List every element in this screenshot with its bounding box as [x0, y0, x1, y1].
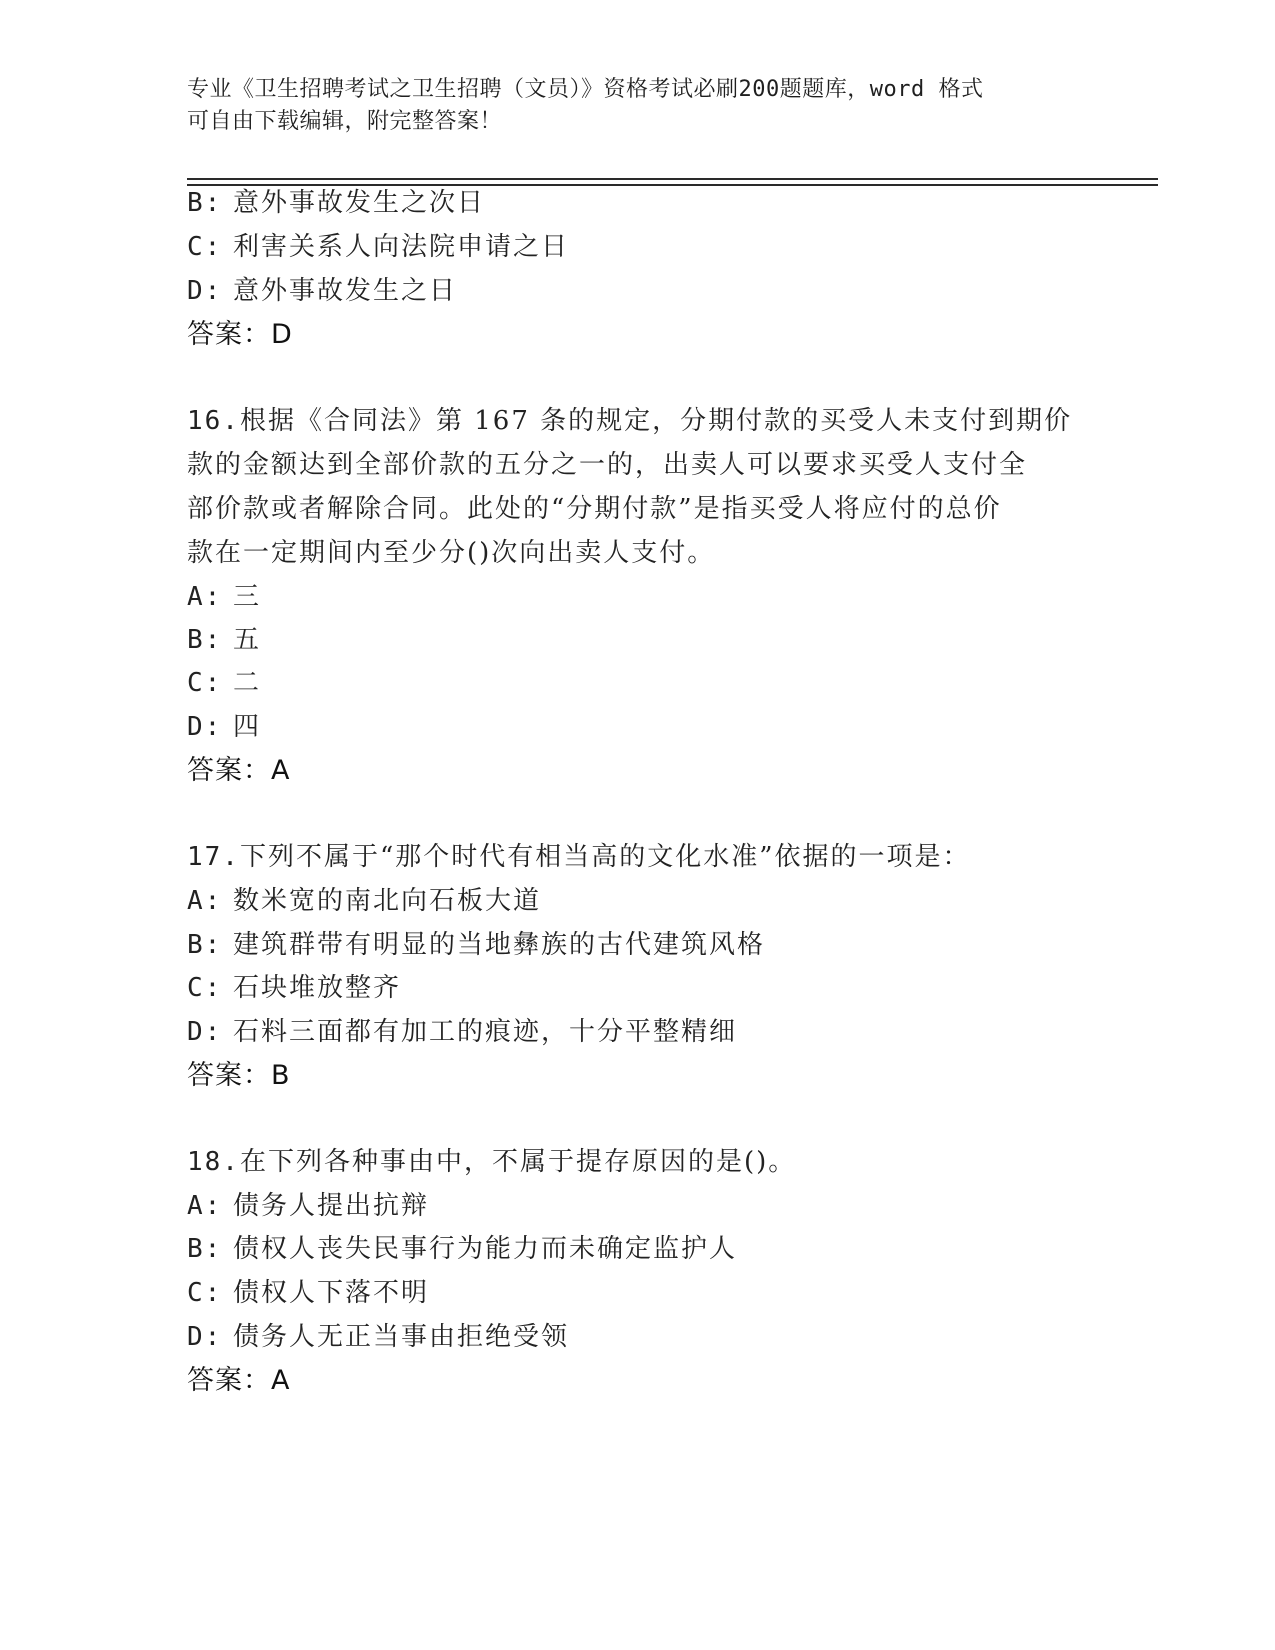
option-label: C:	[187, 973, 223, 1003]
option-text: 数米宽的南北向石板大道	[233, 886, 542, 916]
q16-option-a	[187, 574, 261, 620]
q18-option-c	[187, 1270, 429, 1316]
q18-answer: 答案：A	[187, 1365, 291, 1396]
option-label: A:	[187, 582, 223, 612]
q15-answer: 答案：D	[187, 319, 293, 350]
option-text: 债权人下落不明	[233, 1278, 430, 1308]
option-label: A:	[187, 886, 223, 916]
q18-option-d	[187, 1314, 569, 1360]
q16-option-b	[187, 617, 261, 663]
q17-answer: 答案：B	[187, 1060, 291, 1091]
option-label: D:	[187, 1017, 223, 1047]
q16-answer: 答案：A	[187, 755, 291, 786]
q17-option-d	[187, 1009, 737, 1055]
option-text: 债务人无正当事由拒绝受领	[233, 1322, 570, 1352]
option-text: 二	[233, 668, 262, 698]
q16-stem-line-2: 款的金额达到全部价款的五分之一的，出卖人可以要求买受人支付全	[187, 450, 1028, 480]
option-text: 债务人提出抗辩	[233, 1191, 430, 1221]
q15-option-c	[187, 224, 569, 270]
q16-stem-line-4: 款在一定期间内至少分()次向出卖人支付。	[187, 538, 716, 568]
q15-option-d	[187, 268, 457, 314]
option-text: 四	[233, 712, 262, 742]
q18-stem	[187, 1139, 796, 1185]
q17-option-b	[187, 922, 765, 968]
question-number: 18.	[187, 1147, 240, 1177]
option-text: 石块堆放整齐	[233, 973, 402, 1003]
option-label: C:	[187, 1278, 223, 1308]
option-label: B:	[187, 1234, 223, 1264]
q18-option-b	[187, 1226, 737, 1272]
option-text: 建筑群带有明显的当地彝族的古代建筑风格	[233, 930, 766, 960]
question-number: 16.	[187, 406, 240, 436]
option-label: D:	[187, 1322, 223, 1352]
header-line-2: 可自由下载编辑，附完整答案！	[187, 109, 503, 134]
option-label: B:	[187, 188, 223, 218]
option-text: 意外事故发生之次日	[233, 188, 486, 218]
header-line-1: 专业《卫生招聘考试之卫生招聘（文员）》资格考试必刷200题题库，word 格式	[187, 77, 984, 102]
q17-option-c	[187, 965, 401, 1011]
option-text: 债权人丧失民事行为能力而未确定监护人	[233, 1234, 738, 1264]
option-label: D:	[187, 276, 223, 306]
q15-option-b	[187, 180, 485, 226]
q17-option-a	[187, 878, 541, 924]
option-label: B:	[187, 930, 223, 960]
page-header	[187, 74, 1087, 138]
option-text: 石料三面都有加工的痕迹，十分平整精细	[233, 1017, 738, 1047]
q16-option-d	[187, 704, 261, 750]
option-label: D:	[187, 712, 223, 742]
q16-stem-line-1	[187, 398, 1072, 444]
stem-text: 下列不属于“那个时代有相当高的文化水准”依据的一项是：	[239, 842, 971, 872]
q17-stem	[187, 834, 971, 880]
q16-option-c	[187, 660, 261, 706]
option-label: C:	[187, 668, 223, 698]
option-text: 三	[233, 582, 262, 612]
option-label: A:	[187, 1191, 223, 1221]
option-text: 利害关系人向法院申请之日	[233, 232, 570, 262]
option-label: B:	[187, 625, 223, 655]
stem-text: 根据《合同法》第 167 条的规定，分期付款的买受人未支付到期价	[239, 406, 1073, 436]
option-text: 意外事故发生之日	[233, 276, 458, 306]
stem-text: 在下列各种事由中，不属于提存原因的是()。	[239, 1147, 797, 1177]
option-label: C:	[187, 232, 223, 262]
question-number: 17.	[187, 842, 240, 872]
q16-stem-line-3: 部价款或者解除合同。此处的“分期付款”是指买受人将应付的总价	[187, 494, 1002, 524]
option-text: 五	[233, 625, 262, 655]
q18-option-a	[187, 1183, 429, 1229]
